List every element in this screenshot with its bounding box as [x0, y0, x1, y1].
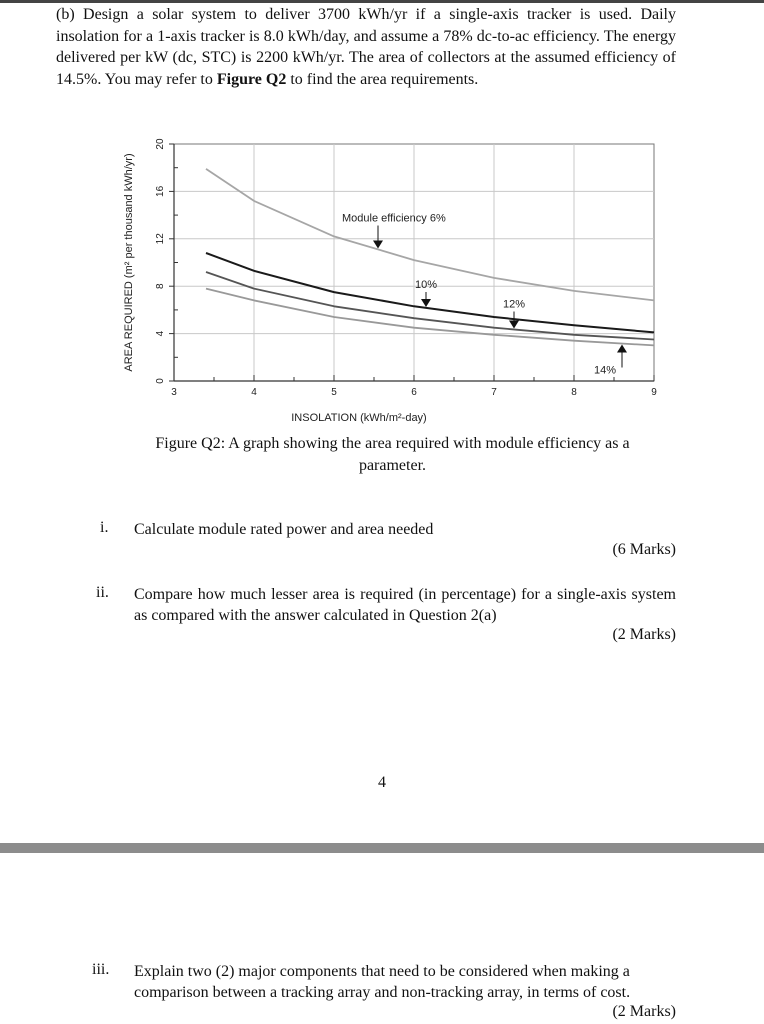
- x-tick-label: 4: [251, 387, 257, 398]
- question-number: iii.: [92, 961, 110, 978]
- marks-label: (2 Marks): [612, 1003, 676, 1020]
- y-tick-label: 16: [155, 185, 166, 197]
- y-tick-label: 12: [155, 233, 166, 245]
- figure-reference: Figure Q2: [216, 70, 287, 88]
- part-label: (b): [56, 6, 75, 23]
- x-tick-label: 8: [571, 387, 577, 398]
- annotation-label: Module efficiency 6%: [342, 212, 446, 225]
- question-text: Explain two (2) major components that need to be considered when making a comparison between a tracking array and non-tracking array, in terms of cost.: [134, 963, 631, 1001]
- x-tick-label: 5: [331, 387, 337, 398]
- question-number: i.: [100, 519, 109, 536]
- marks-label: (6 Marks): [612, 541, 676, 558]
- page-separator: [0, 843, 764, 853]
- x-axis-label: INSOLATION (kWh/m²-day): [291, 412, 427, 424]
- page-number: 4: [378, 774, 386, 791]
- annotation-label: 10%: [414, 278, 438, 291]
- x-tick-label: 6: [411, 387, 417, 398]
- question-text: Compare how much lesser area is required (in percentage) for a single-axis system as compared with the answer calculated in Question 2(a): [134, 586, 676, 624]
- part-b-text: Design a solar system to deliver 3700 kWh/yr if a single-axis tracker is used. Daily insolation for a 1-axis tracker is 8.0 kWh/day, and assume a 78% dc-to-ac efficiency. The energy delivered per kW (dc, STC) is 2200 kWh/yr. The area of collectors at the assumed efficiency of 14.5%. You may refer to: [56, 6, 677, 88]
- chart-svg: [120, 128, 670, 428]
- annotation-label: 12%: [502, 298, 526, 311]
- x-tick-label: 3: [171, 387, 177, 398]
- question-part-b: [56, 4, 676, 90]
- marks-label: (2 Marks): [612, 626, 676, 643]
- y-tick-label: 4: [155, 330, 166, 337]
- question-text: Calculate module rated power and area needed: [134, 521, 434, 538]
- figure-q2-chart: [120, 128, 670, 428]
- y-tick-label: 0: [155, 378, 166, 384]
- y-axis-label: AREA REQUIRED (m² per thousand kWh/yr): [123, 153, 135, 372]
- question-number: ii.: [96, 584, 109, 601]
- annotation-label: 14%: [593, 364, 616, 377]
- y-tick-label: 20: [155, 138, 166, 150]
- y-tick-label: 8: [155, 283, 166, 289]
- top-border: [0, 0, 764, 3]
- figure-caption: Figure Q2: A graph showing the area required with module efficiency as a parameter.: [155, 435, 630, 474]
- part-b-text-end: to find the area requirements.: [290, 70, 479, 88]
- x-tick-label: 7: [491, 387, 497, 398]
- x-tick-label: 9: [651, 387, 657, 398]
